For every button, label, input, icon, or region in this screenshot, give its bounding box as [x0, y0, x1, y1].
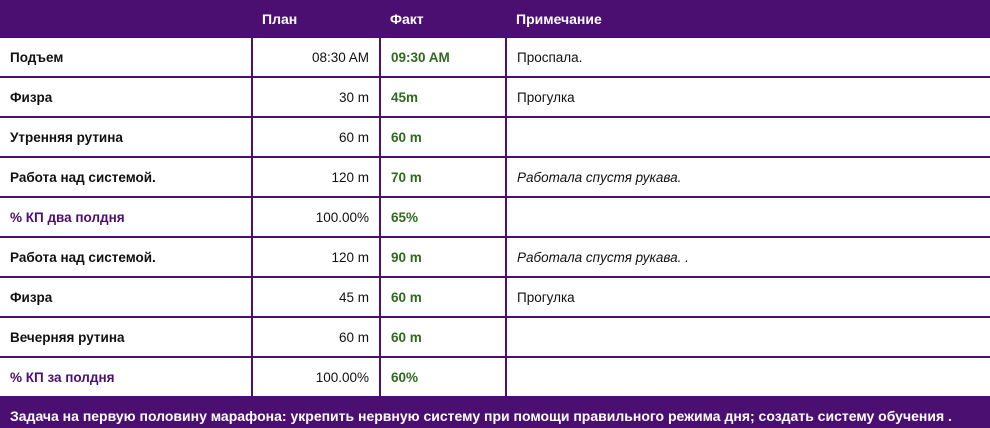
- cell-plan: 08:30 AM: [252, 38, 380, 77]
- cell-fact: 45m: [380, 77, 506, 117]
- cell-plan: 100.00%: [252, 357, 380, 397]
- cell-fact: 60%: [380, 357, 506, 397]
- cell-task: Подъем: [0, 38, 252, 77]
- cell-task: % КП за полдня: [0, 357, 252, 397]
- cell-note: [506, 317, 990, 357]
- cell-task: Работа над системой.: [0, 157, 252, 197]
- column-header-note: Примечание: [506, 0, 990, 38]
- cell-fact: 65%: [380, 197, 506, 237]
- cell-plan: 30 m: [252, 77, 380, 117]
- table-header: [0, 0, 990, 38]
- table-body: [0, 38, 990, 397]
- cell-task: Работа над системой.: [0, 237, 252, 277]
- cell-plan: 60 m: [252, 117, 380, 157]
- table-row: [0, 157, 990, 197]
- table-row: [0, 197, 990, 237]
- table-row: [0, 77, 990, 117]
- cell-task: Физра: [0, 277, 252, 317]
- table-row: [0, 117, 990, 157]
- cell-note: [506, 117, 990, 157]
- column-header-plan: План: [252, 0, 380, 38]
- cell-note: Прогулка: [506, 77, 990, 117]
- table-row: [0, 357, 990, 397]
- cell-note: Прогулка: [506, 277, 990, 317]
- table-row: [0, 237, 990, 277]
- cell-task: Утренняя рутина: [0, 117, 252, 157]
- cell-fact: 09:30 AM: [380, 38, 506, 77]
- cell-note: Проспала.: [506, 38, 990, 77]
- cell-plan: 120 m: [252, 157, 380, 197]
- column-header-task: [0, 0, 252, 38]
- cell-note: Работала спустя рукава.: [506, 157, 990, 197]
- table-row: [0, 317, 990, 357]
- cell-note: [506, 357, 990, 397]
- cell-task: Вечерняя рутина: [0, 317, 252, 357]
- column-header-fact: Факт: [380, 0, 506, 38]
- cell-fact: 60 m: [380, 277, 506, 317]
- footer-goal-banner: Задача на первую половину марафона: укрепить нервную систему при помощи правильного режима дня; создать систему обучения .: [0, 398, 990, 428]
- cell-plan: 120 m: [252, 237, 380, 277]
- table-row: [0, 277, 990, 317]
- cell-note: Работала спустя рукава. .: [506, 237, 990, 277]
- cell-plan: 100.00%: [252, 197, 380, 237]
- table-row: [0, 38, 990, 77]
- cell-fact: 70 m: [380, 157, 506, 197]
- cell-task: % КП два полдня: [0, 197, 252, 237]
- cell-fact: 60 m: [380, 117, 506, 157]
- cell-plan: 45 m: [252, 277, 380, 317]
- cell-task: Физра: [0, 77, 252, 117]
- cell-fact: 90 m: [380, 237, 506, 277]
- cell-plan: 60 m: [252, 317, 380, 357]
- cell-fact: 60 m: [380, 317, 506, 357]
- cell-note: [506, 197, 990, 237]
- table-header-row: [0, 0, 990, 38]
